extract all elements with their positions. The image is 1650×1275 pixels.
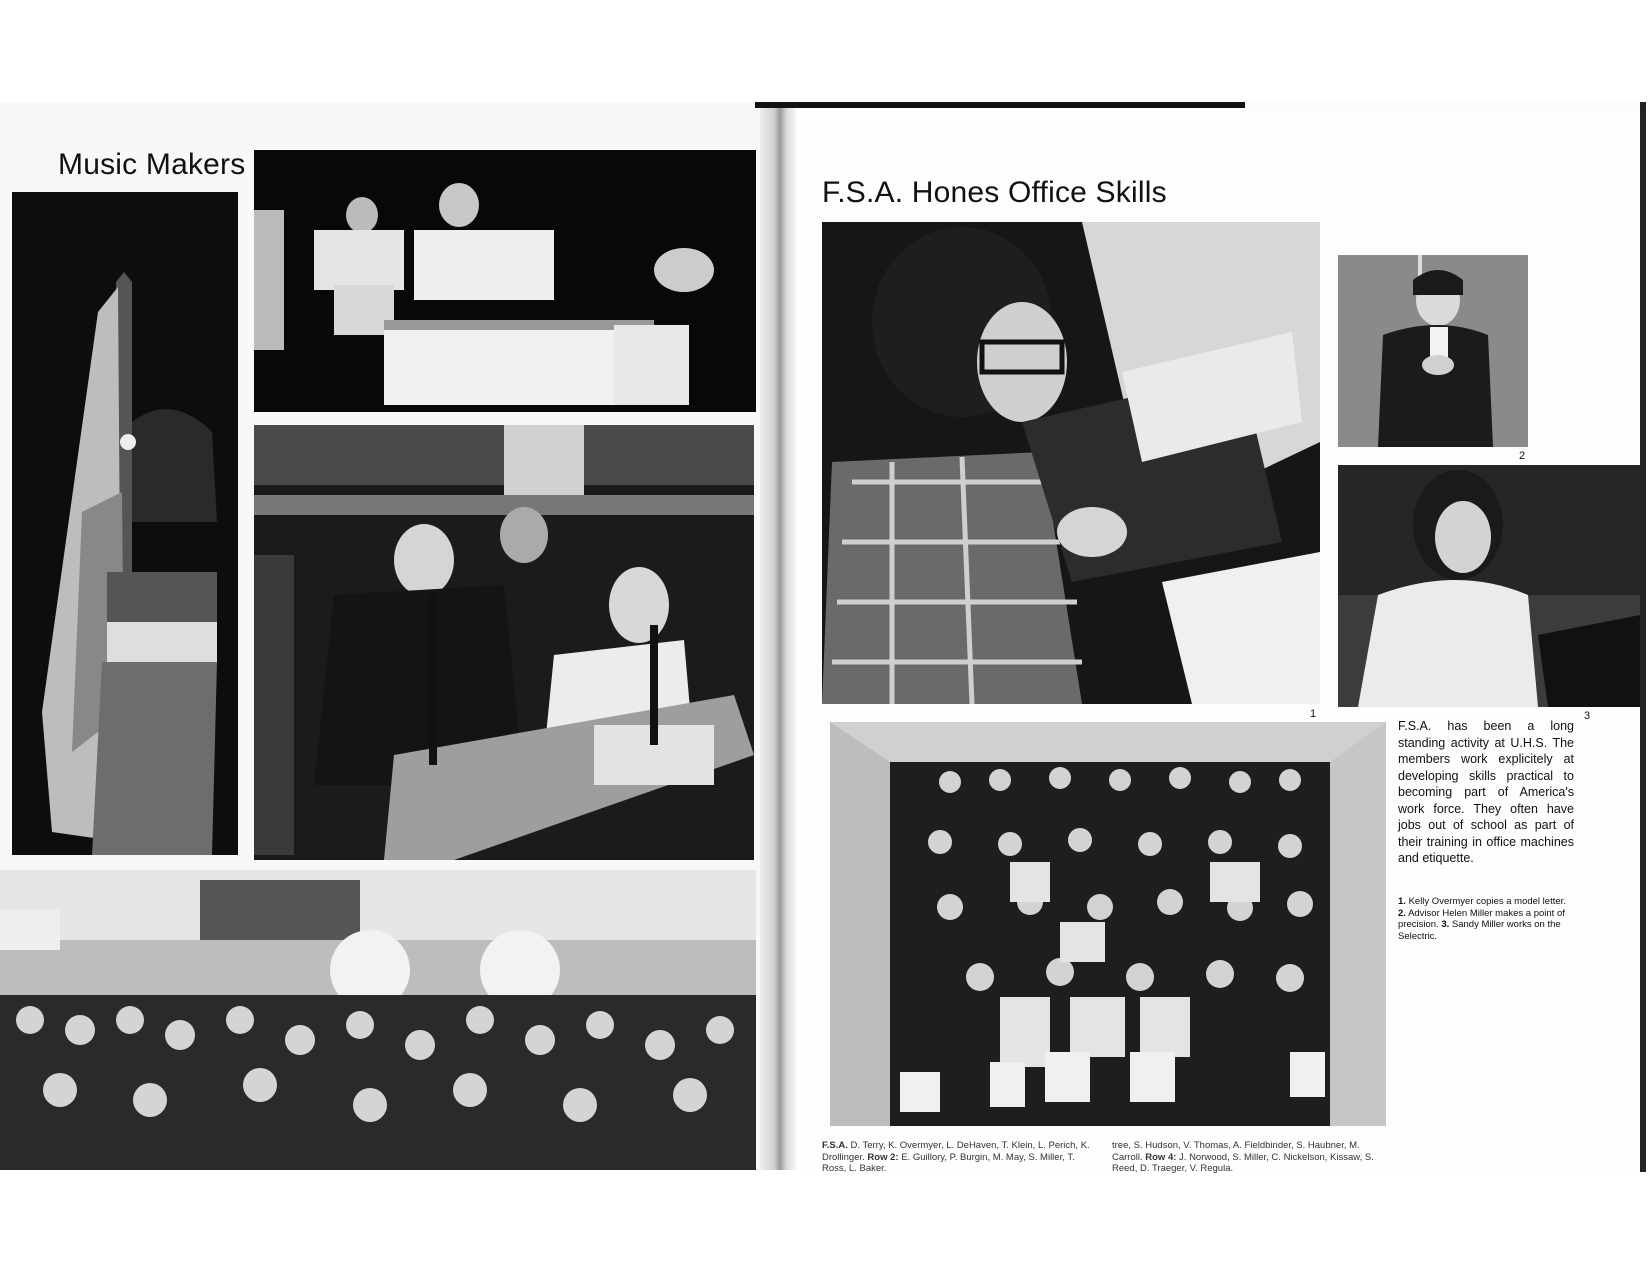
photo-marching-band (0, 870, 756, 1170)
names-row-text: J. Norwood, S. Miller, C. Nickelson, Kissaw, S. Reed, D. Traeger, V. Regula. (1112, 1151, 1374, 1174)
names-row-label: Row 2: (867, 1151, 899, 1163)
names-row-text: tree, S. Hudson, V. Thomas, A. Fieldbinder, S. Haubner, M. Carroll. (1112, 1140, 1360, 1163)
photo-typist (822, 222, 1320, 704)
caption-3-text: Sandy Miller works on the Selectric. (1398, 919, 1561, 942)
photo-clarinet-players (254, 425, 754, 860)
caption-2-text: Advisor Helen Miller makes a point of precision. (1398, 907, 1565, 930)
page-right-edge (1640, 102, 1646, 1172)
caption-1-text: Kelly Overmyer copies a model letter. (1408, 896, 1566, 907)
photo-advisor (1338, 255, 1528, 447)
names-row-label: Row 4: (1145, 1151, 1177, 1163)
page-gutter (760, 102, 796, 1170)
group-names-left (822, 1140, 1097, 1176)
caption-1-number: 1. (1398, 896, 1406, 907)
fsa-story-caption: F.S.A. has been a long standing activity at U.H.S. The members work explicitely at developing skills practical to becoming part of America's work force. They often have jobs out of school as part of their training in office machines and etiquette. (1398, 719, 1574, 865)
caption-2-number: 2. (1398, 907, 1406, 919)
photo-captions (1398, 896, 1574, 942)
names-row-label: F.S.A. (822, 1140, 848, 1151)
photo-selectric (1338, 465, 1640, 707)
names-row-text: D. Terry, K. Overmyer, L. DeHaven, T. Klein, L. Perich, K. Drollinger. (822, 1140, 1090, 1163)
names-row-text: E. Guillory, P. Burgin, M. May, S. Miller, T. Ross, L. Baker. (822, 1151, 1075, 1174)
photo-fsa-group (830, 722, 1386, 1126)
page-top-edge (755, 102, 1245, 108)
group-names-right (1112, 1140, 1387, 1176)
caption-3-number: 3. (1441, 919, 1450, 930)
photo-number-1: 1 (1310, 708, 1317, 720)
photo-number-2: 2 (1519, 450, 1526, 462)
photo-number-3: 3 (1584, 710, 1591, 722)
page-title-music-makers: Music Makers (58, 148, 246, 181)
page-title-fsa-office-skills: F.S.A. Hones Office Skills (822, 176, 1167, 209)
photo-drumline (254, 150, 756, 412)
photo-flag-bearer (12, 192, 238, 855)
